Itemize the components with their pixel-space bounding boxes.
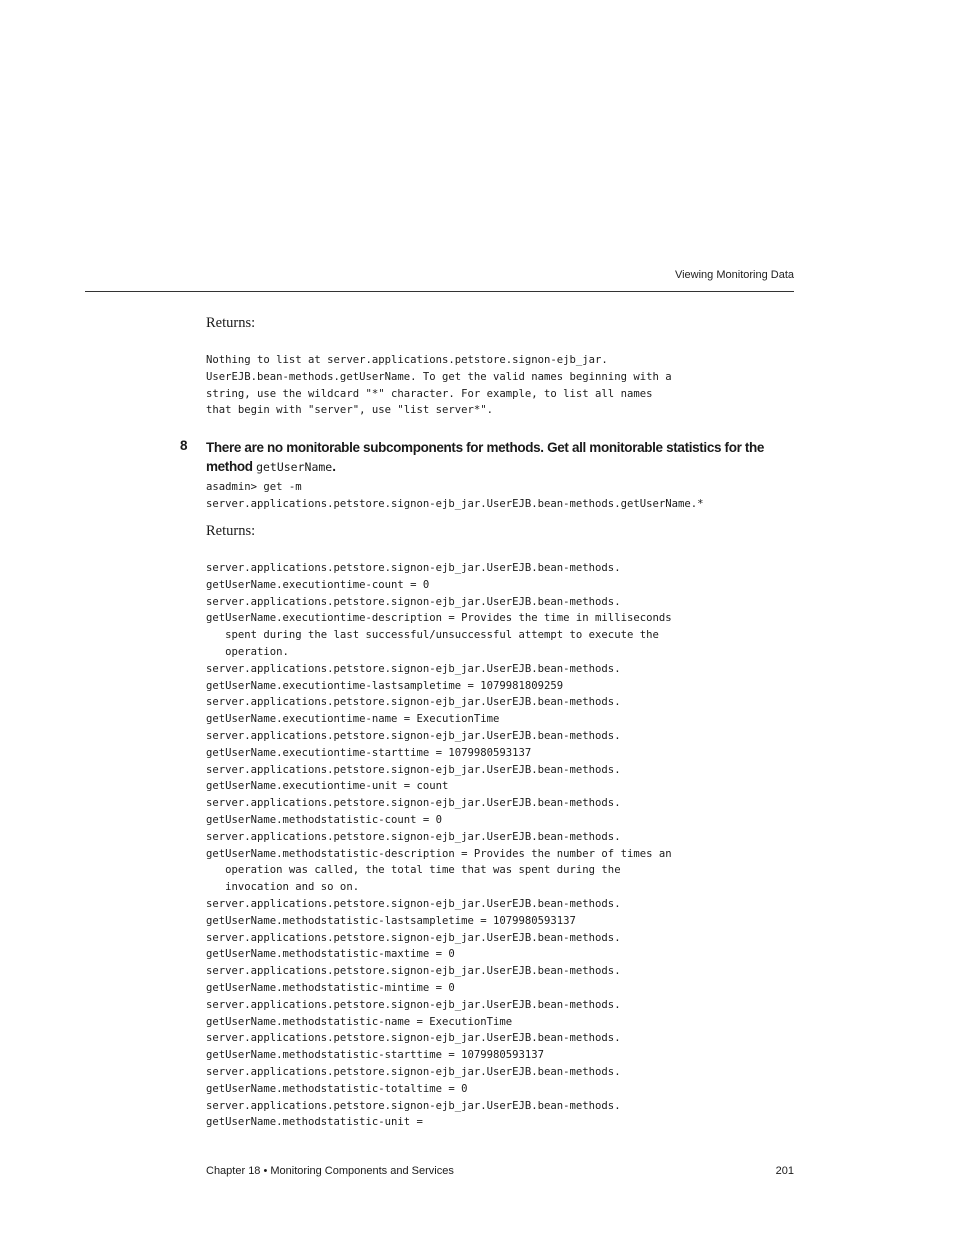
returns-label-2: Returns: [206,523,256,539]
step-number: 8 [180,438,188,453]
returns-label-1: Returns: [206,315,256,331]
step-inline-code: getUserName [256,460,333,474]
step-text-suffix: . [332,459,336,474]
running-header: Viewing Monitoring Data [674,269,794,281]
code-block-1: Nothing to list at server.applications.petstore.signon-ejb_jar. UserEJB.bean-methods.getUserName. To get the valid names beginning with a string, use the wildcard "*" character. For example, to list all names that begin with "server", use "list server*". [206,354,672,417]
command-block: asadmin> get -m server.applications.petstore.signon-ejb_jar.UserEJB.bean-methods.getUserName.* [206,481,704,510]
footer-chapter: Chapter 18 • Monitoring Components and Services [206,1165,454,1177]
code-block-2: server.applications.petstore.signon-ejb_jar.UserEJB.bean-methods. getUserName.executiontime-count = 0 server.applications.petstore.signon-ejb_jar.UserEJB.bean-methods. getUserName.executiontime-description = Provides the time in milliseconds spent during the last successful/unsuccessful attempt to execute the operation. server.applications.petstore.signon-ejb_jar.UserEJB.bean-methods. getUserName.executiontime-lastsampletime = 1079981809259 server.applications.petstore.signon-ejb_jar.UserEJB.bean-methods. getUserName.executiontime-name = ExecutionTime server.applications.petstore.signon-ejb_jar.UserEJB.bean-methods. getUserName.executiontime-starttime = 1079980593137 server.applications.petstore.signon-ejb_jar.UserEJB.bean-methods. getUserName.executiontime-unit = count server.applications.petstore.signon-ejb_jar.UserEJB.bean-methods. getUserName.methodstatistic-count = 0 server.applications.petstore.signon-ejb_jar.UserEJB.bean-methods. getUserName.methodstatistic-description = Provides the number of times an operation was called, the total time that was spent during the invocation and so on. server.applications.petstore.signon-ejb_jar.UserEJB.bean-methods. getUserName.methodstatistic-lastsampletime = 1079980593137 server.applications.petstore.signon-ejb_jar.UserEJB.bean-methods. getUserName.methodstatistic-maxtime = 0 server.applications.petstore.signon-ejb_jar.UserEJB.bean-methods. getUserName.methodstatistic-mintime = 0 server.applications.petstore.signon-ejb_jar.UserEJB.bean-methods. getUserName.methodstatistic-name = ExecutionTime server.applications.petstore.signon-ejb_jar.UserEJB.bean-methods. getUserName.methodstatistic-starttime = 1079980593137 server.applications.petstore.signon-ejb_jar.UserEJB.bean-methods. getUserName.methodstatistic-totaltime = 0 server.applications.petstore.signon-ejb_jar.UserEJB.bean-methods. getUserName.methodstatistic-unit = [206,562,672,1129]
step-text-body: There are no monitorable subcomponents for methods. Get all monitorable statistics for the method [206,440,765,474]
footer-page-number: 201 [775,1165,794,1177]
header-rule [85,291,794,292]
step-text [206,438,786,477]
